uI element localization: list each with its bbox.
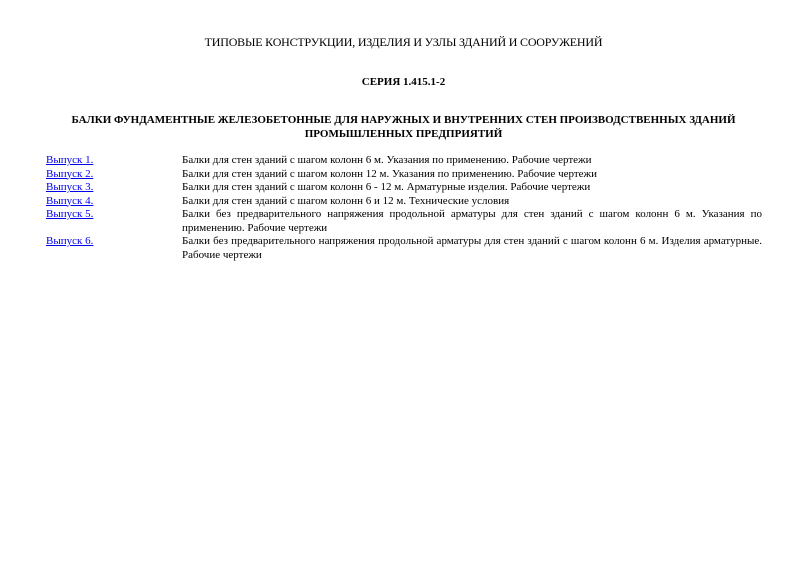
issue-row-1 (46, 154, 762, 168)
issue-row-4 (46, 195, 762, 209)
issue-link-4[interactable]: Выпуск 4. (46, 194, 94, 207)
issue-row-6 (46, 235, 762, 262)
issue-link-5[interactable]: Выпуск 5. (46, 208, 94, 220)
issue-row-3 (46, 181, 762, 195)
issue-description-2: Балки для стен зданий с шагом колонн 12 м. Указания по применению. Рабочие чертежи (182, 167, 598, 180)
issue-link-2[interactable]: Выпуск 2. (46, 167, 94, 180)
document-title (60, 113, 747, 141)
series-title: СЕРИЯ 1.415.1-2 (361, 76, 446, 88)
document-title-line-2: ПРОМЫШЛЕННЫХ ПРЕДПРИЯТИЙ (304, 128, 503, 140)
issue-description-4: Балки для стен зданий с шагом колонн 6 и 12 м. Технические условия (182, 194, 510, 207)
issue-description-3: Балки для стен зданий с шагом колонн 6 - 12 м. Арматурные изделия. Рабочие чертежи (182, 181, 591, 193)
issue-row-5 (46, 208, 762, 235)
issue-link-1[interactable]: Выпуск 1. (46, 154, 94, 166)
issue-description-5: Балки без предварительного напряжения продольной арматуры для стен зданий с шагом колонн 6 м. Указания по применению. Рабочие чертежи (182, 208, 762, 234)
issue-description-6: Балки без предварительного напряжения продольной арматуры для стен зданий с шагом колонн 6 м. Изделия арматурные. Рабочие чертежи (182, 235, 762, 261)
issue-link-6[interactable]: Выпуск 6. (46, 235, 94, 247)
issue-link-3[interactable]: Выпуск 3. (46, 181, 94, 193)
top-heading: ТИПОВЫЕ КОНСТРУКЦИИ, ИЗДЕЛИЯ И УЗЛЫ ЗДАНИЙ И СООРУЖЕНИЙ (204, 35, 603, 49)
issue-description-1: Балки для стен зданий с шагом колонн 6 м. Указания по применению. Рабочие чертежи (182, 154, 592, 166)
issue-row-2 (46, 168, 762, 182)
issues-list (46, 154, 762, 262)
document-title-line-1: БАЛКИ ФУНДАМЕНТНЫЕ ЖЕЛЕЗОБЕТОННЫЕ ДЛЯ НАРУЖНЫХ И ВНУТРЕННИХ СТЕН ПРОИЗВОДСТВЕННЫХ ЗДАНИЙ (71, 114, 736, 126)
